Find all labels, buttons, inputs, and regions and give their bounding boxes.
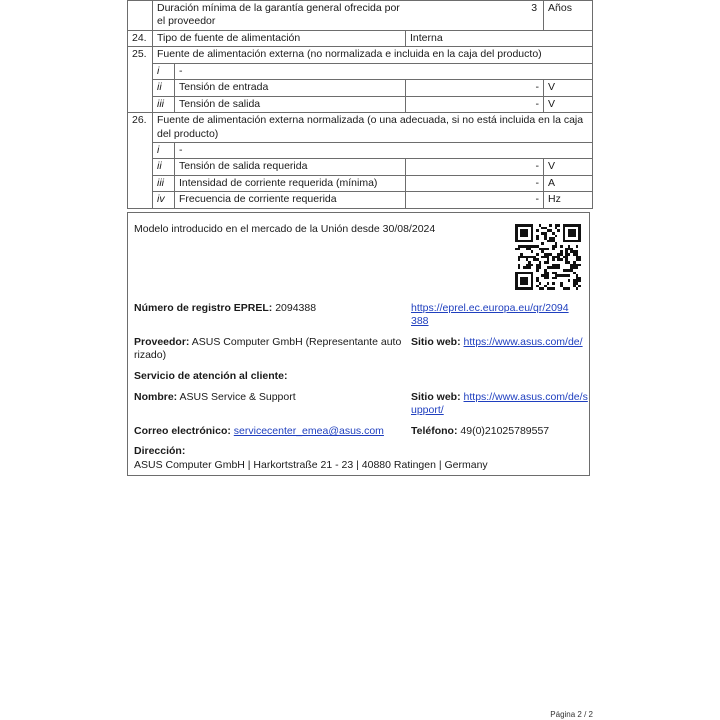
sub-index: iv	[153, 192, 175, 208]
row-number	[128, 1, 153, 31]
output-voltage-value: -	[406, 96, 544, 112]
required-voltage-unit: V	[544, 159, 593, 175]
required-current-unit: A	[544, 175, 593, 191]
market-intro-text: Modelo introducido en el mercado de la Unión desde 30/08/2024	[134, 223, 436, 235]
input-voltage-label: Tensión de entrada	[175, 80, 406, 96]
eprel-label: Número de registro EPREL:	[134, 302, 273, 314]
website-link[interactable]: https://www.asus.com/de/	[463, 336, 583, 348]
support-website-label: Sitio web:	[411, 391, 461, 403]
email-label: Correo electrónico:	[134, 425, 231, 437]
sub-index: iii	[153, 175, 175, 191]
input-voltage-unit: V	[544, 80, 593, 96]
power-supply-type-value: Interna	[406, 30, 593, 46]
input-voltage-value: -	[406, 80, 544, 96]
address-label: Dirección:	[134, 445, 186, 457]
table-row	[128, 192, 593, 208]
standard-psu-label: Fuente de alimentación externa normalizada (o una adecuada, si no está incluida en la caja del producto)	[153, 113, 593, 143]
supplier-info-box	[127, 212, 590, 476]
table-row	[128, 63, 593, 79]
warranty-value: 3	[531, 2, 538, 14]
email-row	[134, 425, 384, 438]
website-row	[411, 336, 583, 349]
qr-code-icon[interactable]	[515, 224, 581, 290]
sub-index: ii	[153, 80, 175, 96]
name-label: Nombre:	[134, 391, 178, 403]
name-row	[134, 391, 296, 404]
table-row	[128, 30, 593, 46]
warranty-label: Duración mínima de la garantía general ofrecida por el proveedor	[157, 2, 400, 28]
power-supply-type-label: Tipo de fuente de alimentación	[153, 30, 406, 46]
required-voltage-value: -	[406, 159, 544, 175]
phone-value: 49(0)21025789557	[460, 425, 550, 437]
output-voltage-label: Tensión de salida	[175, 96, 406, 112]
table-row	[128, 1, 593, 31]
required-frequency-value: -	[406, 192, 544, 208]
required-voltage-label: Tensión de salida requerida	[175, 159, 406, 175]
row-number: 25.	[128, 47, 153, 113]
warranty-unit: Años	[544, 1, 593, 31]
email-link[interactable]: servicecenter_emea@asus.com	[233, 425, 384, 437]
sub-index: i	[153, 142, 175, 158]
address-value: ASUS Computer GmbH | Harkortstraße 21 - 23 | 40880 Ratingen | Germany	[134, 459, 488, 471]
eprel-value: 2094388	[275, 302, 317, 314]
required-current-value: -	[406, 175, 544, 191]
row-number: 26.	[128, 113, 153, 209]
table-row	[128, 113, 593, 143]
table-row	[128, 142, 593, 158]
sub-value: -	[175, 63, 593, 79]
website-label: Sitio web:	[411, 336, 461, 348]
sub-index: iii	[153, 96, 175, 112]
external-psu-label: Fuente de alimentación externa (no normalizada e incluida en la caja del producto)	[153, 47, 593, 63]
row-number: 24.	[128, 30, 153, 46]
table-row	[128, 175, 593, 191]
sub-index: i	[153, 63, 175, 79]
spec-table	[127, 0, 593, 209]
eprel-row	[134, 302, 316, 315]
table-row	[128, 47, 593, 63]
required-frequency-label: Frecuencia de corriente requerida	[175, 192, 406, 208]
table-row	[128, 80, 593, 96]
table-row	[128, 96, 593, 112]
table-row	[128, 159, 593, 175]
support-website-link[interactable]: https://www.asus.com/de/support/	[411, 391, 588, 417]
provider-label: Proveedor:	[134, 336, 190, 348]
name-value: ASUS Service & Support	[179, 391, 296, 403]
row-label	[153, 1, 544, 31]
sub-value: -	[175, 142, 593, 158]
phone-label: Teléfono:	[411, 425, 458, 437]
required-current-label: Intensidad de corriente requerida (mínima)	[175, 175, 406, 191]
service-heading: Servicio de atención al cliente:	[134, 370, 288, 382]
sub-index: ii	[153, 159, 175, 175]
phone-row	[411, 425, 549, 438]
provider-value: ASUS Computer GmbH (Representante autorizado)	[134, 336, 402, 362]
eprel-link[interactable]: https://eprel.ec.europa.eu/qr/2094388	[411, 302, 569, 328]
required-frequency-unit: Hz	[544, 192, 593, 208]
provider-row	[134, 336, 404, 363]
support-website-row	[411, 391, 591, 418]
page-number: Página 2 / 2	[550, 710, 593, 719]
output-voltage-unit: V	[544, 96, 593, 112]
